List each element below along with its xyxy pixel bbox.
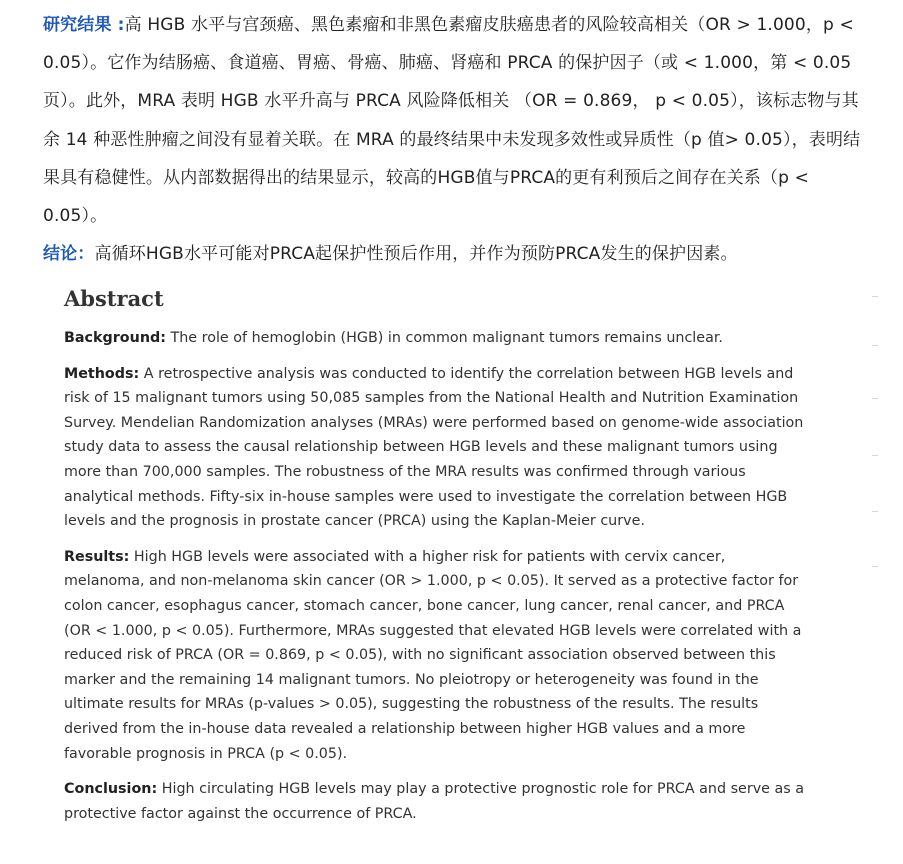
cn-conclusion-text: 高循环HGB水平可能对PRCA起保护性预后作用，并作为预防PRCA发生的保护因素。 [94, 244, 738, 265]
cn-conclusion-paragraph [43, 235, 873, 273]
abstract-results [64, 545, 809, 766]
edge-mark [872, 455, 878, 456]
background-text: The role of hemoglobin (HGB) in common malignant tumors remains unclear. [165, 330, 723, 346]
methods-text: A retrospective analysis was conducted to identify the correlation between HGB levels and risk of 15 malignant tumors using 50,085 samples from the National Health and Nutrition Examination Survey. Mendelian Randomization analyses (MRAs) were performed based on genome-wide association study data to assess the causal relationship between HGB levels and these malignant tumors using more than 700,000 samples. The robustness of the MRA results was confirmed through various analytical methods. Fifty-six in-house samples were used to investigate the correlation between HGB levels and the prognosis in prostate cancer (PRCA) using the Kaplan-Meier curve. [64, 365, 804, 530]
edge-mark [872, 296, 878, 297]
background-label: Background: [64, 330, 166, 346]
edge-mark [872, 511, 878, 512]
cn-conclusion-label: 结论： [43, 244, 95, 265]
abstract-title: Abstract [64, 286, 164, 311]
cn-results-text: 高 HGB 水平与宫颈癌、黑色素瘤和非黑色素瘤皮肤癌患者的风险较高相关（OR > 1.000，p < 0.05）。它作为结肠癌、食道癌、胃癌、骨癌、肺癌、肾癌和 PRCA 的保护因子（或 < 1.000，第 < 0.05 页）。此外，MRA 表明 HGB 水平升高与 PRCA 风险降低相关 （OR = 0.869， p < 0.05），该标志物与其余 14 种恶性肿瘤之间没有显着关联。在 MRA 的最终结果中未发现多效性或异质性（p 值> 0.05），表明结果具有稳健性。从内部数据得出的结果显示，较高的HGB值与PRCA的更有利预后之间存在关系（p < 0.05）。 [43, 15, 861, 227]
abstract-methods [64, 362, 809, 534]
abstract-body [64, 326, 809, 837]
edge-mark [872, 345, 878, 346]
edge-mark [872, 398, 878, 399]
results-text: High HGB levels were associated with a higher risk for patients with cervix cancer, melanoma, and non-melanoma skin cancer (OR > 1.000, p < 0.05). It served as a protective factor for colon cancer, esophagus cancer, stomach cancer, bone cancer, lung cancer, renal cancer, and PRCA (OR < 1.000, p < 0.05). Furthermore, MRAs suggested that elevated HGB levels were correlated with a reduced risk of PRCA (OR = 0.869, p < 0.05), with no significant association observed between this marker and the remaining 14 malignant tumors. No pleiotropy or heterogeneity was found in the ultimate results for MRAs (p-values > 0.05), suggesting the robustness of the results. The results derived from the in-house data revealed a relationship between higher HGB values and a more favorable prognosis in PRCA (p < 0.05). [64, 548, 802, 762]
cn-results-label: 研究结果 : [43, 15, 125, 35]
abstract-conclusion [64, 777, 809, 826]
edge-mark [872, 566, 878, 567]
results-label: Results: [64, 548, 130, 565]
chinese-summary [43, 6, 873, 273]
conclusion-label: Conclusion: [64, 781, 158, 798]
cn-results-paragraph [43, 6, 873, 235]
abstract-figure [34, 276, 882, 846]
conclusion-text: High circulating HGB levels may play a protective prognostic role for PRCA and serve as a protective factor against the occurrence of PRCA. [64, 781, 805, 822]
methods-label: Methods: [64, 365, 140, 382]
abstract-background [64, 326, 809, 351]
